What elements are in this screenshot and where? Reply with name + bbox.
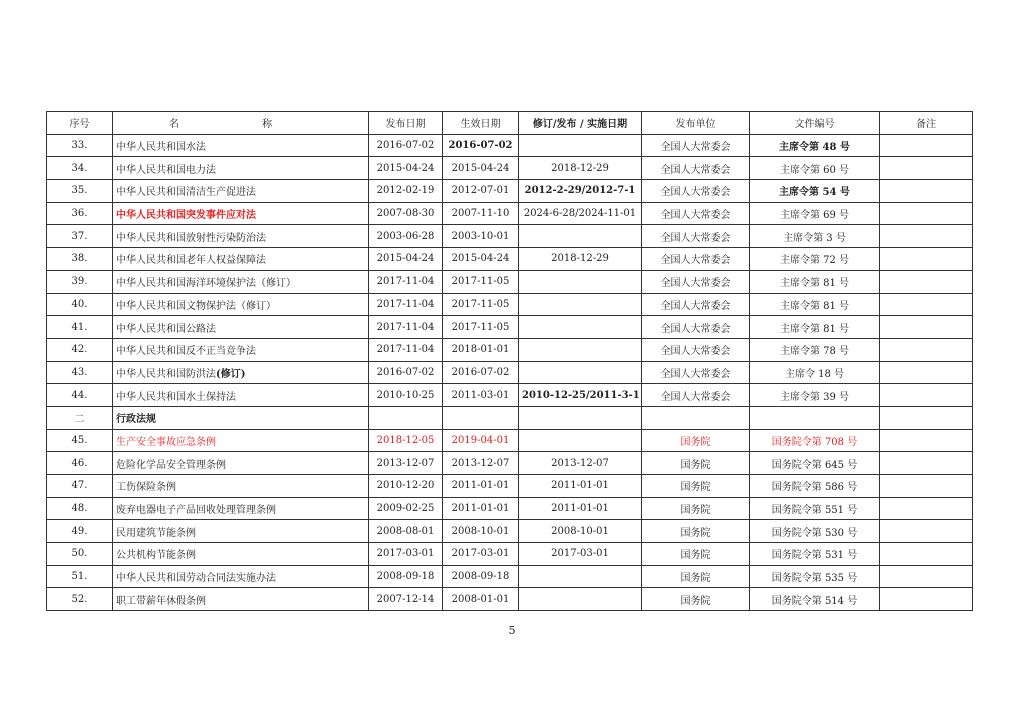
row-publish-date: 2015-04-24 xyxy=(369,248,443,271)
row-no: 45. xyxy=(47,429,113,452)
row-effective-date: 2011-03-01 xyxy=(443,384,519,407)
table-row xyxy=(47,384,973,407)
row-effective-date: 2012-07-01 xyxy=(443,180,519,203)
row-issuer: 国务院 xyxy=(642,565,750,588)
row-remarks xyxy=(880,588,973,611)
row-effective-date: 2017-11-05 xyxy=(443,316,519,339)
row-remarks xyxy=(880,293,973,316)
row-revision-date: 2011-01-01 xyxy=(519,475,642,498)
row-issuer: 全国人大常委会 xyxy=(642,225,750,248)
row-issuer: 全国人大常委会 xyxy=(642,202,750,225)
row-doc-no: 国务院令第 551 号 xyxy=(750,497,880,520)
row-remarks xyxy=(880,202,973,225)
row-issuer: 全国人大常委会 xyxy=(642,248,750,271)
row-revision-date: 2013-12-07 xyxy=(519,452,642,475)
header-name: 名 称 xyxy=(113,112,369,135)
row-name: 中华人民共和国放射性污染防治法 xyxy=(113,225,369,248)
row-issuer: 国务院 xyxy=(642,543,750,566)
row-doc-no: 主席令第 60 号 xyxy=(750,157,880,180)
row-effective-date: 2016-07-02 xyxy=(443,134,519,157)
row-revision-date: 2024-6-28/2024-11-01 xyxy=(519,202,642,225)
row-remarks xyxy=(880,338,973,361)
row-effective-date: 2018-01-01 xyxy=(443,338,519,361)
row-publish-date: 2016-07-02 xyxy=(369,134,443,157)
row-doc-no: 主席令第 81 号 xyxy=(750,293,880,316)
row-issuer: 全国人大常委会 xyxy=(642,134,750,157)
row-publish-date: 2013-12-07 xyxy=(369,452,443,475)
row-no: 43. xyxy=(47,361,113,384)
row-name: 职工带薪年休假条例 xyxy=(113,588,369,611)
row-remarks xyxy=(880,475,973,498)
row-revision-date: 2018-12-29 xyxy=(519,157,642,180)
row-name-main: 中华人民共和国防洪法 xyxy=(116,368,216,380)
row-publish-date: 2016-07-02 xyxy=(369,361,443,384)
row-issuer: 国务院 xyxy=(642,429,750,452)
row-effective-date: 2015-04-24 xyxy=(443,157,519,180)
row-revision-date: 2011-01-01 xyxy=(519,497,642,520)
row-remarks xyxy=(880,429,973,452)
table-row xyxy=(47,588,973,611)
row-issuer: 全国人大常委会 xyxy=(642,270,750,293)
row-effective-date: 2008-10-01 xyxy=(443,520,519,543)
row-issuer: 国务院 xyxy=(642,475,750,498)
row-no: 49. xyxy=(47,520,113,543)
row-name: 中华人民共和国劳动合同法实施办法 xyxy=(113,565,369,588)
row-remarks xyxy=(880,225,973,248)
header-doc-no: 文件编号 xyxy=(750,112,880,135)
row-effective-date: 2015-04-24 xyxy=(443,248,519,271)
header-remarks: 备注 xyxy=(880,112,973,135)
row-issuer: 国务院 xyxy=(642,520,750,543)
row-publish-date: 2017-11-04 xyxy=(369,316,443,339)
row-remarks xyxy=(880,270,973,293)
row-remarks xyxy=(880,452,973,475)
row-publish-date: 2003-06-28 xyxy=(369,225,443,248)
header-publish-date: 发布日期 xyxy=(369,112,443,135)
row-name: 中华人民共和国海洋环境保护法（修订） xyxy=(113,270,369,293)
row-remarks xyxy=(880,565,973,588)
row-publish-date: 2015-04-24 xyxy=(369,157,443,180)
row-issuer: 国务院 xyxy=(642,452,750,475)
row-no: 38. xyxy=(47,248,113,271)
table-row xyxy=(47,520,973,543)
row-effective-date: 2007-11-10 xyxy=(443,202,519,225)
table-row xyxy=(47,361,973,384)
row-revision-date xyxy=(519,316,642,339)
table-row xyxy=(47,157,973,180)
row-name: 中华人民共和国电力法 xyxy=(113,157,369,180)
row-revision-date: 2010-12-25/2011-3-1 xyxy=(519,384,642,407)
row-doc-no: 国务院令第 535 号 xyxy=(750,565,880,588)
row-publish-date: 2008-09-18 xyxy=(369,565,443,588)
row-doc-no: 国务院令第 645 号 xyxy=(750,452,880,475)
row-doc-no: 国务院令第 708 号 xyxy=(750,429,880,452)
header-revision-date: 修订/发布 / 实施日期 xyxy=(519,112,642,135)
row-issuer: 全国人大常委会 xyxy=(642,157,750,180)
row-doc-no: 主席令 18 号 xyxy=(750,361,880,384)
row-revision-date xyxy=(519,565,642,588)
row-effective-date: 2011-01-01 xyxy=(443,497,519,520)
row-issuer: 全国人大常委会 xyxy=(642,361,750,384)
row-revision-date: 2017-03-01 xyxy=(519,543,642,566)
page-number: 5 xyxy=(508,624,516,637)
row-name: 工伤保险条例 xyxy=(113,475,369,498)
row-revision-date xyxy=(519,270,642,293)
row-name: 中华人民共和国突发事件应对法 xyxy=(113,202,369,225)
table-row xyxy=(47,429,973,452)
section-title: 行政法规 xyxy=(113,406,369,429)
row-name: 生产安全事故应急条例 xyxy=(113,429,369,452)
row-publish-date: 2018-12-05 xyxy=(369,429,443,452)
header-issuer: 发布单位 xyxy=(642,112,750,135)
row-name: 中华人民共和国文物保护法（修订） xyxy=(113,293,369,316)
row-revision-date: 2008-10-01 xyxy=(519,520,642,543)
row-name: 废弃电器电子产品回收处理管理条例 xyxy=(113,497,369,520)
row-issuer: 国务院 xyxy=(642,588,750,611)
row-remarks xyxy=(880,543,973,566)
row-issuer: 全国人大常委会 xyxy=(642,316,750,339)
row-publish-date: 2017-11-04 xyxy=(369,270,443,293)
table-row xyxy=(47,134,973,157)
row-doc-no: 主席令第 39 号 xyxy=(750,384,880,407)
row-doc-no: 主席令第 54 号 xyxy=(750,180,880,203)
row-revision-date xyxy=(519,588,642,611)
row-no: 44. xyxy=(47,384,113,407)
row-effective-date: 2019-04-01 xyxy=(443,429,519,452)
table-row xyxy=(47,452,973,475)
row-doc-no: 主席令第 69 号 xyxy=(750,202,880,225)
row-no: 41. xyxy=(47,316,113,339)
row-revision-date xyxy=(519,225,642,248)
row-remarks xyxy=(880,316,973,339)
row-no: 33. xyxy=(47,134,113,157)
row-issuer: 全国人大常委会 xyxy=(642,293,750,316)
row-revision-date xyxy=(519,361,642,384)
row-doc-no: 国务院令第 530 号 xyxy=(750,520,880,543)
table-row xyxy=(47,543,973,566)
row-name: 中华人民共和国水土保持法 xyxy=(113,384,369,407)
row-doc-no: 主席令第 3 号 xyxy=(750,225,880,248)
table-row xyxy=(47,225,973,248)
table-row xyxy=(47,338,973,361)
row-no: 36. xyxy=(47,202,113,225)
row-remarks xyxy=(880,497,973,520)
row-remarks xyxy=(880,157,973,180)
row-name: 危险化学品安全管理条例 xyxy=(113,452,369,475)
row-doc-no: 主席令第 72 号 xyxy=(750,248,880,271)
row-doc-no: 主席令第 48 号 xyxy=(750,134,880,157)
row-revision-date xyxy=(519,134,642,157)
row-publish-date: 2012-02-19 xyxy=(369,180,443,203)
row-effective-date: 2017-11-05 xyxy=(443,270,519,293)
row-effective-date: 2016-07-02 xyxy=(443,361,519,384)
row-issuer: 全国人大常委会 xyxy=(642,338,750,361)
row-no: 39. xyxy=(47,270,113,293)
row-no: 52. xyxy=(47,588,113,611)
row-no: 51. xyxy=(47,565,113,588)
row-doc-no: 国务院令第 586 号 xyxy=(750,475,880,498)
header-effective-date: 生效日期 xyxy=(443,112,519,135)
row-publish-date: 2017-03-01 xyxy=(369,543,443,566)
row-remarks xyxy=(880,134,973,157)
row-doc-no: 主席令第 81 号 xyxy=(750,270,880,293)
row-name xyxy=(113,361,369,384)
table-row xyxy=(47,180,973,203)
row-publish-date: 2007-08-30 xyxy=(369,202,443,225)
row-name: 中华人民共和国水法 xyxy=(113,134,369,157)
row-name: 中华人民共和国清洁生产促进法 xyxy=(113,180,369,203)
row-remarks xyxy=(880,384,973,407)
row-effective-date: 2013-12-07 xyxy=(443,452,519,475)
row-no: 42. xyxy=(47,338,113,361)
table-row xyxy=(47,497,973,520)
row-publish-date: 2008-08-01 xyxy=(369,520,443,543)
row-name: 中华人民共和国老年人权益保障法 xyxy=(113,248,369,271)
row-effective-date: 2008-09-18 xyxy=(443,565,519,588)
row-no: 34. xyxy=(47,157,113,180)
row-effective-date: 2017-03-01 xyxy=(443,543,519,566)
row-name-suffix: (修订) xyxy=(216,368,246,380)
row-remarks xyxy=(880,361,973,384)
row-no: 46. xyxy=(47,452,113,475)
section-row xyxy=(47,406,973,429)
table-row xyxy=(47,248,973,271)
row-effective-date: 2008-01-01 xyxy=(443,588,519,611)
row-doc-no: 主席令第 78 号 xyxy=(750,338,880,361)
table-row xyxy=(47,565,973,588)
row-doc-no: 国务院令第 514 号 xyxy=(750,588,880,611)
table-row xyxy=(47,316,973,339)
row-publish-date: 2017-11-04 xyxy=(369,293,443,316)
row-revision-date xyxy=(519,293,642,316)
row-effective-date: 2003-10-01 xyxy=(443,225,519,248)
header-no: 序号 xyxy=(47,112,113,135)
row-effective-date: 2017-11-05 xyxy=(443,293,519,316)
row-publish-date: 2017-11-04 xyxy=(369,338,443,361)
regulations-table xyxy=(46,111,973,611)
row-name: 中华人民共和国反不正当竞争法 xyxy=(113,338,369,361)
row-issuer: 全国人大常委会 xyxy=(642,180,750,203)
table-row xyxy=(47,293,973,316)
row-publish-date: 2007-12-14 xyxy=(369,588,443,611)
table-row xyxy=(47,202,973,225)
row-publish-date: 2010-10-25 xyxy=(369,384,443,407)
row-doc-no: 主席令第 81 号 xyxy=(750,316,880,339)
table-row xyxy=(47,475,973,498)
row-issuer: 国务院 xyxy=(642,497,750,520)
row-no: 37. xyxy=(47,225,113,248)
row-revision-date: 2012-2-29/2012-7-1 xyxy=(519,180,642,203)
table-row xyxy=(47,270,973,293)
row-effective-date: 2011-01-01 xyxy=(443,475,519,498)
row-name: 中华人民共和国公路法 xyxy=(113,316,369,339)
row-name: 民用建筑节能条例 xyxy=(113,520,369,543)
row-issuer: 全国人大常委会 xyxy=(642,384,750,407)
row-revision-date xyxy=(519,429,642,452)
row-remarks xyxy=(880,520,973,543)
row-no: 48. xyxy=(47,497,113,520)
section-no: 二 xyxy=(47,406,113,429)
row-revision-date: 2018-12-29 xyxy=(519,248,642,271)
row-name: 公共机构节能条例 xyxy=(113,543,369,566)
row-revision-date xyxy=(519,338,642,361)
row-no: 40. xyxy=(47,293,113,316)
row-remarks xyxy=(880,180,973,203)
table-header-row xyxy=(47,112,973,135)
row-no: 50. xyxy=(47,543,113,566)
row-doc-no: 国务院令第 531 号 xyxy=(750,543,880,566)
row-remarks xyxy=(880,248,973,271)
row-publish-date: 2009-02-25 xyxy=(369,497,443,520)
row-no: 47. xyxy=(47,475,113,498)
row-publish-date: 2010-12-20 xyxy=(369,475,443,498)
row-no: 35. xyxy=(47,180,113,203)
